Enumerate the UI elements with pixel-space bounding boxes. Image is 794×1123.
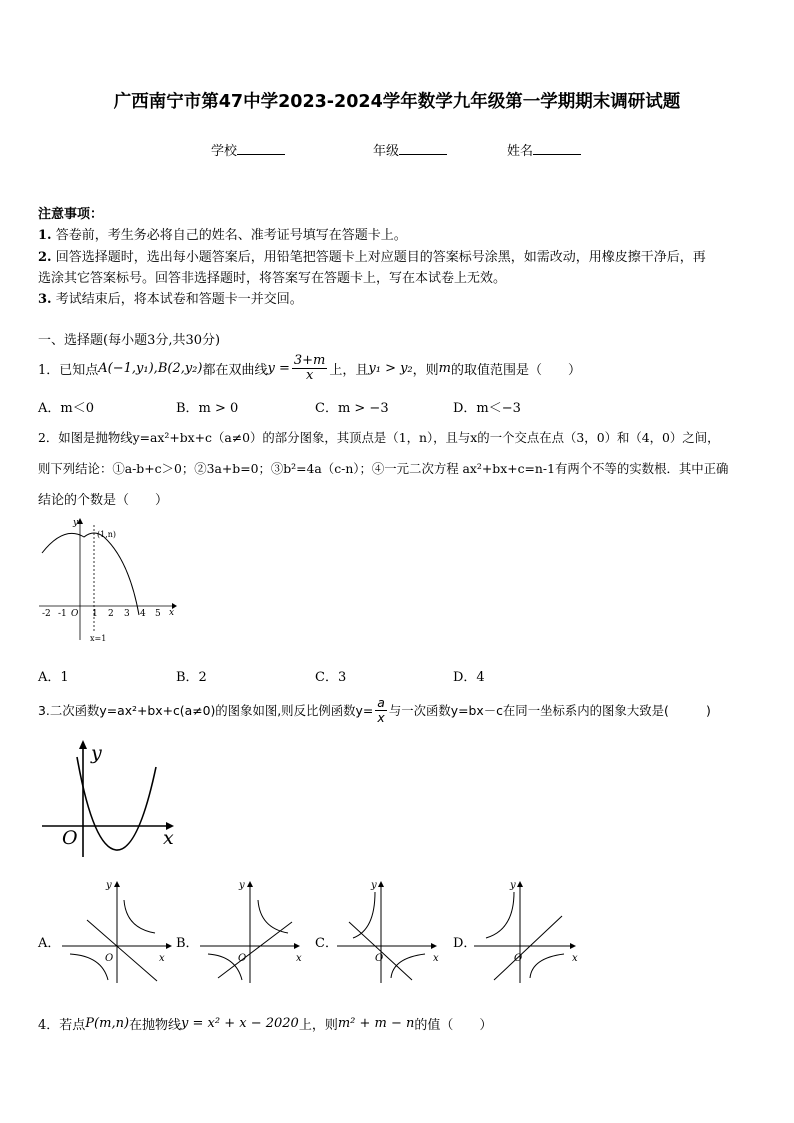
- tick-label: 5: [155, 609, 161, 619]
- y-axis-arrow: [378, 881, 384, 887]
- line-graph: [218, 922, 292, 978]
- origin-label: O: [62, 827, 78, 849]
- question-2-line-1: 2．如图是抛物线y=ax²+bx+c（a≠0）的部分图象，其顶点是（1，n），且与x的一个交点在点（3，0）和（4，0）之间，: [38, 430, 720, 445]
- q2-option-b[interactable]: B．2: [176, 670, 207, 685]
- y-label: y: [106, 880, 112, 891]
- q2-option-d[interactable]: D．4: [453, 670, 485, 685]
- y-label: y: [91, 742, 102, 764]
- hyperbola-branch: [124, 900, 155, 933]
- x-axis-arrow: [294, 943, 300, 949]
- hyperbola-branch: [353, 892, 375, 938]
- tick-label: -1: [58, 609, 67, 619]
- question-2-line-3: 结论的个数是（ ）: [38, 493, 169, 508]
- y-axis-arrow: [114, 881, 120, 887]
- y-axis-arrow: [247, 881, 253, 887]
- question-1-stem: 1． 已知点 A(−1,y₁),B(2,y₂) 都在双曲线 y = $\frac{3+m}{x}$ 上，且 y₁ > y₂ ，则 m 的取值范围是（ ）: [38, 352, 582, 383]
- q3-option-b[interactable]: B．: [176, 936, 199, 951]
- q3-option-d-graph[interactable]: [474, 878, 589, 988]
- y-label: y: [510, 880, 516, 891]
- y-label: y: [371, 880, 377, 891]
- q3-option-c[interactable]: C．: [315, 936, 338, 951]
- school-blank[interactable]: [237, 142, 285, 155]
- note-item-1: 1. 答卷前，考生务必将自己的姓名、准考证号填写在答题卡上。: [38, 228, 407, 243]
- question-3-stem: 3.二次函数y=ax²+bx+c(a≠0)的图象如图,则反比例函数y= $\frac{a}{x}$ 与一次函数y=bx－c在同一坐标系内的图象大致是( ): [38, 695, 711, 725]
- name-field[interactable]: [507, 140, 581, 159]
- vertex-label: (1,n): [97, 530, 117, 539]
- question-4-stem: 4． 若点 P(m,n) 在抛物线 y = x² + x − 2020 上，则 m² + m − n 的值（ ）: [38, 1015, 493, 1033]
- q1-option-c[interactable]: C．m > −3: [315, 401, 389, 416]
- origin-label: O: [105, 953, 114, 964]
- notes-heading: 注意事项：: [38, 207, 104, 222]
- school-field[interactable]: [211, 140, 285, 159]
- grade-label: 年级: [373, 144, 400, 159]
- x-axis-arrow: [166, 943, 172, 949]
- q3-option-c-graph[interactable]: [337, 878, 452, 988]
- parabola-curve: [42, 533, 139, 615]
- section-heading: 一、选择题(每小题3分,共30分): [38, 333, 221, 348]
- page-title: 广西南宁市第47中学2023-2024学年数学九年级第一学期期末调研试题: [113, 92, 681, 112]
- school-label: 学校: [211, 144, 238, 159]
- name-label: 姓名: [507, 144, 534, 159]
- q1-points: A(−1,y₁),B(2,y₂): [98, 360, 203, 376]
- line-graph: [494, 916, 562, 980]
- origin-label: O: [71, 609, 79, 619]
- q2-option-c[interactable]: C．3: [315, 670, 347, 685]
- x-label: x: [163, 827, 174, 849]
- x-label: x: [572, 953, 578, 964]
- tick-label: 2: [108, 609, 114, 619]
- tick-label: 4: [140, 609, 146, 619]
- origin-label: O: [514, 953, 523, 964]
- note-item-2-cont: 选涂其它答案标号。回答非选择题时，将答案写在答题卡上，写在本试卷上无效。: [38, 271, 507, 286]
- y-label: y: [73, 518, 79, 528]
- grade-field[interactable]: [373, 140, 447, 159]
- x-label: x: [169, 608, 175, 618]
- tick-label: 1: [92, 609, 98, 619]
- x-label: x: [296, 953, 302, 964]
- line-graph: [87, 920, 157, 981]
- parabola-curve: [77, 757, 156, 850]
- grade-blank[interactable]: [399, 142, 447, 155]
- q3-option-a-graph[interactable]: [62, 878, 177, 988]
- q1-fraction: $\frac{3+m}{x}$: [293, 352, 326, 383]
- y-axis-arrow: [79, 740, 87, 749]
- q3-parabola-graph: [38, 737, 188, 862]
- y-label: y: [239, 880, 245, 891]
- origin-label: O: [375, 953, 384, 964]
- question-2-line-2: 则下列结论：①a-b+c＞0；②3a+b=0；③b²=4a（c-n）；④一元二次方程 ax²+bx+c=n-1有两个不等的实数根．其中正确: [38, 461, 729, 476]
- q1-option-b[interactable]: B．m > 0: [176, 401, 239, 416]
- symmetry-label: x=1: [90, 634, 107, 643]
- tick-label: -2: [42, 609, 51, 619]
- q1-option-d[interactable]: D．m＜−3: [453, 401, 521, 416]
- q3-option-b-graph[interactable]: [200, 878, 315, 988]
- hyperbola-branch: [70, 954, 108, 980]
- name-blank[interactable]: [533, 142, 581, 155]
- y-axis-arrow: [517, 881, 523, 887]
- q1-option-a[interactable]: A．m＜0: [38, 401, 94, 416]
- hyperbola-branch: [208, 954, 242, 980]
- q2-option-a[interactable]: A．1: [38, 670, 69, 685]
- q2-parabola-graph: [34, 515, 184, 647]
- origin-label: O: [238, 953, 247, 964]
- note-item-2: 2. 回答选择题时，选出每小题答案后，用铅笔把答题卡上对应题目的答案标号涂黑，如需改动，用橡皮擦干净后，再: [38, 250, 706, 265]
- hyperbola-branch: [486, 892, 514, 938]
- x-axis-arrow: [570, 943, 576, 949]
- tick-label: 3: [124, 609, 130, 619]
- hyperbola-branch: [530, 954, 564, 978]
- x-label: x: [433, 953, 439, 964]
- q3-option-a[interactable]: A．: [38, 936, 61, 951]
- note-item-3: 3. 考试结束后，将本试卷和答题卡一并交回。: [38, 292, 303, 307]
- q3-fraction: $\frac{a}{x}$: [377, 695, 385, 725]
- x-label: x: [159, 953, 165, 964]
- x-axis-arrow: [431, 943, 437, 949]
- q3-option-d[interactable]: D．: [453, 936, 477, 951]
